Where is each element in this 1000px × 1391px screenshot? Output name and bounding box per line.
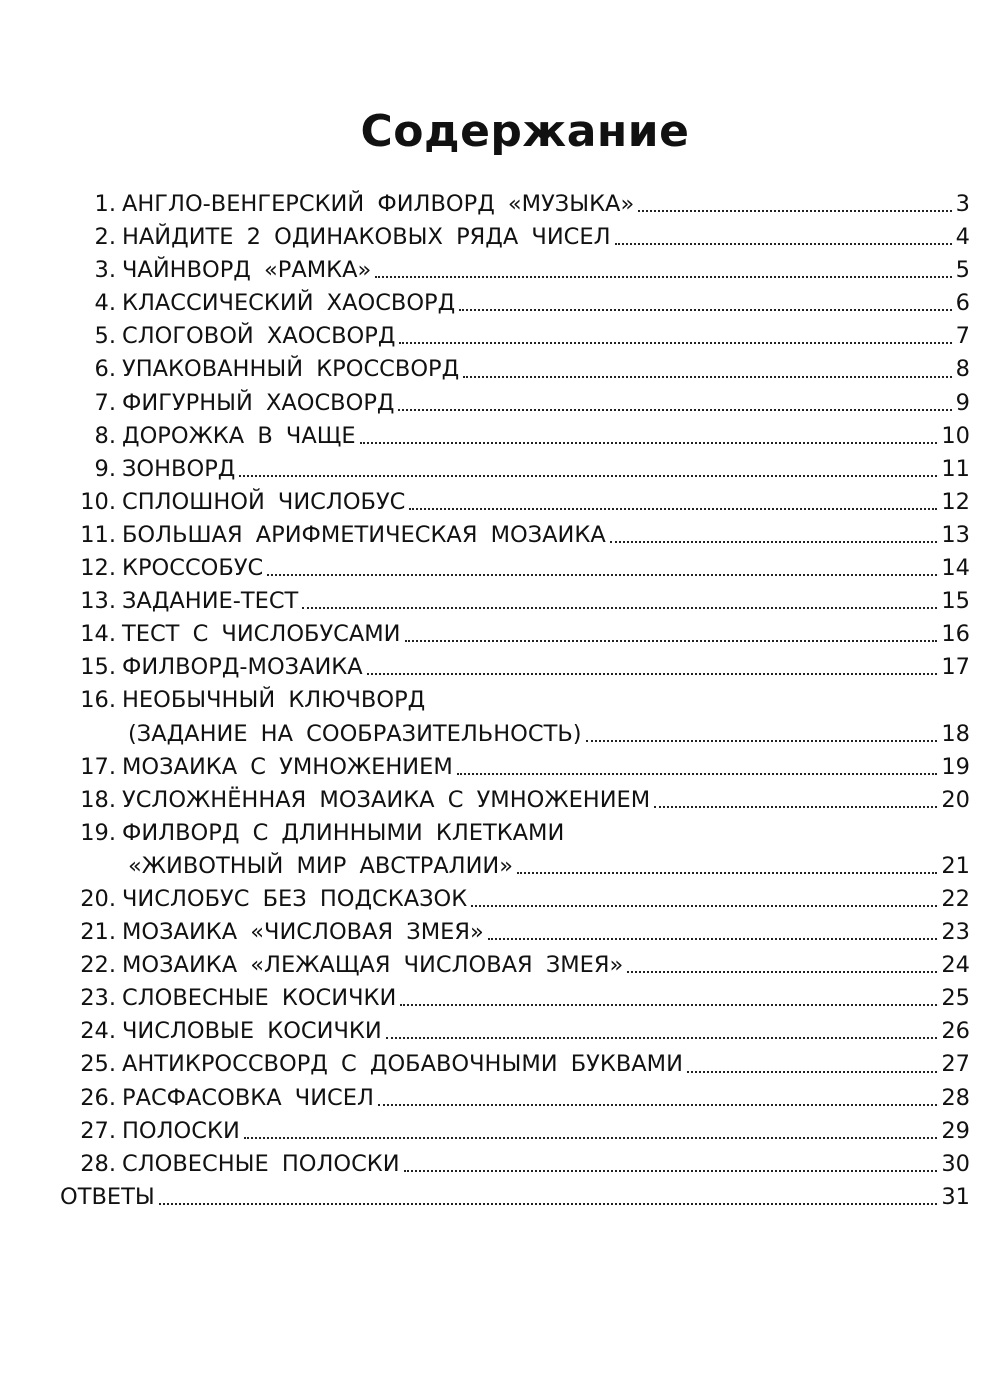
- toc-entry-line: [66, 387, 970, 420]
- dot-leader: [398, 409, 951, 411]
- toc-entry-line: [66, 651, 970, 684]
- toc-entry-title: КЛАССИЧЕСКИЙ ХАОСВОРД: [122, 290, 456, 317]
- toc-entry-number: 24.: [80, 1018, 116, 1045]
- toc-entry-line: [66, 287, 970, 320]
- toc-entry-page: 16: [941, 621, 970, 648]
- dot-leader: [244, 1137, 938, 1139]
- toc-entry-line: [66, 718, 970, 751]
- toc-entry-page: 17: [941, 654, 970, 681]
- dot-leader: [239, 475, 937, 477]
- toc-entry-title: ЗОНВОРД: [122, 455, 236, 482]
- toc-entry-page: 22: [941, 885, 970, 912]
- toc-entry-page: 18: [941, 720, 970, 747]
- dot-leader: [378, 1104, 937, 1106]
- toc-entry[interactable]: [66, 982, 970, 1015]
- toc-entry-number: 1.: [94, 191, 116, 217]
- toc-entry-page: 24: [941, 952, 970, 979]
- dot-leader: [471, 905, 937, 907]
- toc-entry[interactable]: [66, 1115, 970, 1148]
- toc-entry-title: ОТВЕТЫ: [60, 1183, 155, 1210]
- toc-entry-line: [66, 552, 970, 585]
- toc-entry[interactable]: [66, 188, 970, 221]
- toc-entry-answers[interactable]: [60, 1181, 970, 1214]
- toc-entry-line: [66, 817, 970, 850]
- toc-entry-line: [66, 751, 970, 784]
- toc-entry-title: ЧАЙНВОРД «РАМКА»: [122, 257, 372, 284]
- toc-entry-number: 9.: [94, 455, 116, 482]
- toc-entry-line: [66, 1015, 970, 1048]
- dot-leader: [267, 574, 937, 576]
- toc-entry-title: ФИЛВОРД С ДЛИННЫМИ КЛЕТКАМИ: [122, 819, 565, 846]
- toc-entry-number: 28.: [80, 1150, 116, 1177]
- toc-entry-number: 11.: [80, 521, 116, 548]
- toc-entry-page: 3: [955, 191, 970, 217]
- toc-entry-page: 25: [941, 985, 970, 1012]
- toc-entry-number: 14.: [80, 621, 116, 648]
- toc-entry-line: [66, 1148, 970, 1181]
- toc-entry-title: КРОССОБУС: [122, 555, 264, 582]
- toc-entry-title: УСЛОЖНЁННАЯ МОЗАИКА С УМНОЖЕНИЕМ: [122, 786, 651, 813]
- toc-entry-title: ФИГУРНЫЙ ХАОСВОРД: [122, 389, 395, 416]
- toc-entry-line: [66, 1048, 970, 1081]
- toc-entry[interactable]: [66, 254, 970, 287]
- toc-entry-number: 27.: [80, 1117, 116, 1144]
- toc-entry-number: 26.: [80, 1084, 116, 1111]
- dot-leader: [517, 872, 937, 874]
- toc-entry-line: [66, 420, 970, 453]
- toc-entry[interactable]: [66, 552, 970, 585]
- toc-entry[interactable]: [66, 651, 970, 684]
- toc-entry-number: 4.: [94, 290, 116, 317]
- toc-entry-number: 19.: [80, 819, 116, 846]
- toc-entry-page: 19: [941, 753, 970, 780]
- toc-entry[interactable]: [66, 817, 970, 883]
- toc-entry-line: [66, 188, 970, 221]
- toc-entry-line: [66, 320, 970, 353]
- toc-entry[interactable]: [66, 486, 970, 519]
- toc-entry[interactable]: [66, 684, 970, 750]
- toc-entry-title: АНГЛО-ВЕНГЕРСКИЙ ФИЛВОРД «МУЗЫКА»: [122, 191, 635, 217]
- dot-leader: [687, 1071, 937, 1073]
- toc-entry[interactable]: [66, 883, 970, 916]
- toc-entry-page: 28: [941, 1084, 970, 1111]
- toc-entry[interactable]: [66, 916, 970, 949]
- toc-entry-line: [66, 916, 970, 949]
- toc-entry[interactable]: [66, 1082, 970, 1115]
- toc-entry-number: 15.: [80, 654, 116, 681]
- dot-leader: [586, 740, 938, 742]
- toc-entry-title: МОЗАИКА «ЧИСЛОВАЯ ЗМЕЯ»: [122, 919, 484, 946]
- toc-entry-page: 6: [955, 290, 970, 317]
- toc-entry-page: 21: [941, 852, 970, 879]
- dot-leader: [159, 1203, 938, 1205]
- toc-entry-number: 12.: [80, 555, 116, 582]
- toc-entry-page: 10: [941, 422, 970, 449]
- dot-leader: [638, 210, 951, 212]
- toc-entry[interactable]: [66, 287, 970, 320]
- toc-entry-title: ЧИСЛОБУС БЕЗ ПОДСКАЗОК: [122, 885, 468, 912]
- toc-entry-number: 3.: [94, 257, 116, 284]
- toc-entry-page: 13: [941, 521, 970, 548]
- toc-entry[interactable]: [66, 949, 970, 982]
- dot-leader: [386, 1037, 938, 1039]
- toc-entry-title: АНТИКРОССВОРД С ДОБАВОЧНЫМИ БУКВАМИ: [122, 1051, 683, 1078]
- toc-entry-number: 21.: [80, 919, 116, 946]
- toc-entry-number: 22.: [80, 952, 116, 979]
- toc-entry-title: МОЗАИКА «ЛЕЖАЩАЯ ЧИСЛОВАЯ ЗМЕЯ»: [122, 952, 624, 979]
- toc-entry-title: БОЛЬШАЯ АРИФМЕТИЧЕСКАЯ МОЗАИКА: [122, 521, 606, 548]
- toc-entry-page: 23: [941, 919, 970, 946]
- toc-entry-page: 30: [941, 1150, 970, 1177]
- dot-leader: [654, 806, 937, 808]
- toc-entry[interactable]: [66, 1148, 970, 1181]
- toc-entry-number: 23.: [80, 985, 116, 1012]
- toc-entry-page: 29: [941, 1117, 970, 1144]
- toc-entry-page: 26: [941, 1018, 970, 1045]
- toc-entry-page: 31: [941, 1183, 970, 1210]
- toc-entry[interactable]: [66, 585, 970, 618]
- toc-entry[interactable]: [66, 519, 970, 552]
- toc-entry-page: 15: [941, 588, 970, 615]
- toc-entry-title: НАЙДИТЕ 2 ОДИНАКОВЫХ РЯДА ЧИСЕЛ: [122, 224, 611, 251]
- dot-leader: [399, 342, 951, 344]
- dot-leader: [405, 640, 938, 642]
- dot-leader: [488, 938, 938, 940]
- toc-entry-line: [66, 1082, 970, 1115]
- toc-entry-title-continued: «ЖИВОТНЫЙ МИР АВСТРАЛИИ»: [128, 852, 514, 879]
- toc-entry-line: [66, 949, 970, 982]
- toc-entry-number: 2.: [94, 224, 116, 251]
- dot-leader: [627, 971, 937, 973]
- toc-entry-line: [66, 585, 970, 618]
- toc-entry-line: [66, 883, 970, 916]
- toc-entry-number: 6.: [94, 356, 116, 383]
- toc-entry-line: [66, 784, 970, 817]
- toc-entry-line: [66, 1115, 970, 1148]
- toc-entry-page: 9: [955, 389, 970, 416]
- toc-entry-line: [66, 618, 970, 651]
- toc-entry-line: [66, 453, 970, 486]
- table-of-contents: [60, 188, 970, 1214]
- dot-leader: [302, 607, 937, 609]
- dot-leader: [375, 276, 951, 278]
- toc-entry-title: ЧИСЛОВЫЕ КОСИЧКИ: [122, 1018, 382, 1045]
- toc-entry-title: МОЗАИКА С УМНОЖЕНИЕМ: [122, 753, 453, 780]
- toc-entry[interactable]: [66, 1015, 970, 1048]
- dot-leader: [610, 541, 938, 543]
- toc-entry[interactable]: [66, 320, 970, 353]
- toc-entry-page: 5: [955, 257, 970, 284]
- toc-entry-number: 17.: [80, 753, 116, 780]
- page-title: Содержание: [360, 106, 690, 157]
- toc-entry-page: 12: [941, 488, 970, 515]
- toc-entry[interactable]: [66, 1048, 970, 1081]
- toc-entry-title: СПЛОШНОЙ ЧИСЛОБУС: [122, 488, 406, 515]
- toc-entry-line: [66, 221, 970, 254]
- dot-leader: [409, 508, 937, 510]
- toc-entry[interactable]: [66, 221, 970, 254]
- toc-entry-title: УПАКОВАННЫЙ КРОССВОРД: [122, 356, 460, 383]
- toc-entry-page: 11: [941, 455, 970, 482]
- toc-entry-line: [66, 353, 970, 386]
- toc-entry[interactable]: [66, 618, 970, 651]
- toc-entry-number: 18.: [80, 786, 116, 813]
- toc-entry-number: 20.: [80, 885, 116, 912]
- toc-entry-line: [66, 850, 970, 883]
- toc-entry-line: [60, 1181, 970, 1214]
- toc-entry-title-continued: (ЗАДАНИЕ НА СООБРАЗИТЕЛЬНОСТЬ): [128, 720, 582, 747]
- toc-entry-title: СЛОВЕСНЫЕ ПОЛОСКИ: [122, 1150, 400, 1177]
- toc-entry-number: 10.: [80, 488, 116, 515]
- toc-entry[interactable]: [66, 453, 970, 486]
- toc-entry-number: 25.: [80, 1051, 116, 1078]
- toc-entry-line: [66, 684, 970, 717]
- toc-entry[interactable]: [66, 353, 970, 386]
- toc-entry[interactable]: [66, 784, 970, 817]
- dot-leader: [404, 1170, 938, 1172]
- toc-entry-line: [66, 982, 970, 1015]
- toc-entry-title: РАСФАСОВКА ЧИСЕЛ: [122, 1084, 374, 1111]
- toc-entry-title: ТЕСТ С ЧИСЛОБУСАМИ: [122, 621, 401, 648]
- toc-entry-line: [66, 519, 970, 552]
- toc-entry-page: 4: [955, 224, 970, 251]
- toc-entry-page: 14: [941, 555, 970, 582]
- toc-entry-title: ЗАДАНИЕ-ТЕСТ: [122, 588, 299, 615]
- toc-entry-title: ДОРОЖКА В ЧАЩЕ: [122, 422, 356, 449]
- toc-entry-number: 13.: [80, 588, 116, 615]
- toc-entry-title: СЛОГОВОЙ ХАОСВОРД: [122, 323, 396, 350]
- toc-entry-page: 7: [955, 323, 970, 350]
- toc-entry-page: 27: [941, 1051, 970, 1078]
- toc-entry-title: ПОЛОСКИ: [122, 1117, 240, 1144]
- toc-entry-page: 20: [941, 786, 970, 813]
- dot-leader: [400, 1004, 937, 1006]
- toc-entry-number: 16.: [80, 687, 116, 714]
- toc-entry[interactable]: [66, 420, 970, 453]
- toc-entry-page: 8: [955, 356, 970, 383]
- toc-entry-title: ФИЛВОРД-МОЗАИКА: [122, 654, 363, 681]
- toc-entry-number: 7.: [94, 389, 116, 416]
- toc-entry-line: [66, 486, 970, 519]
- dot-leader: [367, 673, 938, 675]
- dot-leader: [459, 309, 951, 311]
- toc-entry-title: НЕОБЫЧНЫЙ КЛЮЧВОРД: [122, 687, 426, 714]
- dot-leader: [615, 243, 952, 245]
- toc-entry[interactable]: [66, 387, 970, 420]
- toc-entry-line: [66, 254, 970, 287]
- toc-entry-title: СЛОВЕСНЫЕ КОСИЧКИ: [122, 985, 397, 1012]
- toc-entry-number: 8.: [94, 422, 116, 449]
- dot-leader: [457, 773, 938, 775]
- dot-leader: [360, 442, 938, 444]
- toc-entry[interactable]: [66, 751, 970, 784]
- dot-leader: [463, 376, 952, 378]
- toc-entry-number: 5.: [94, 323, 116, 350]
